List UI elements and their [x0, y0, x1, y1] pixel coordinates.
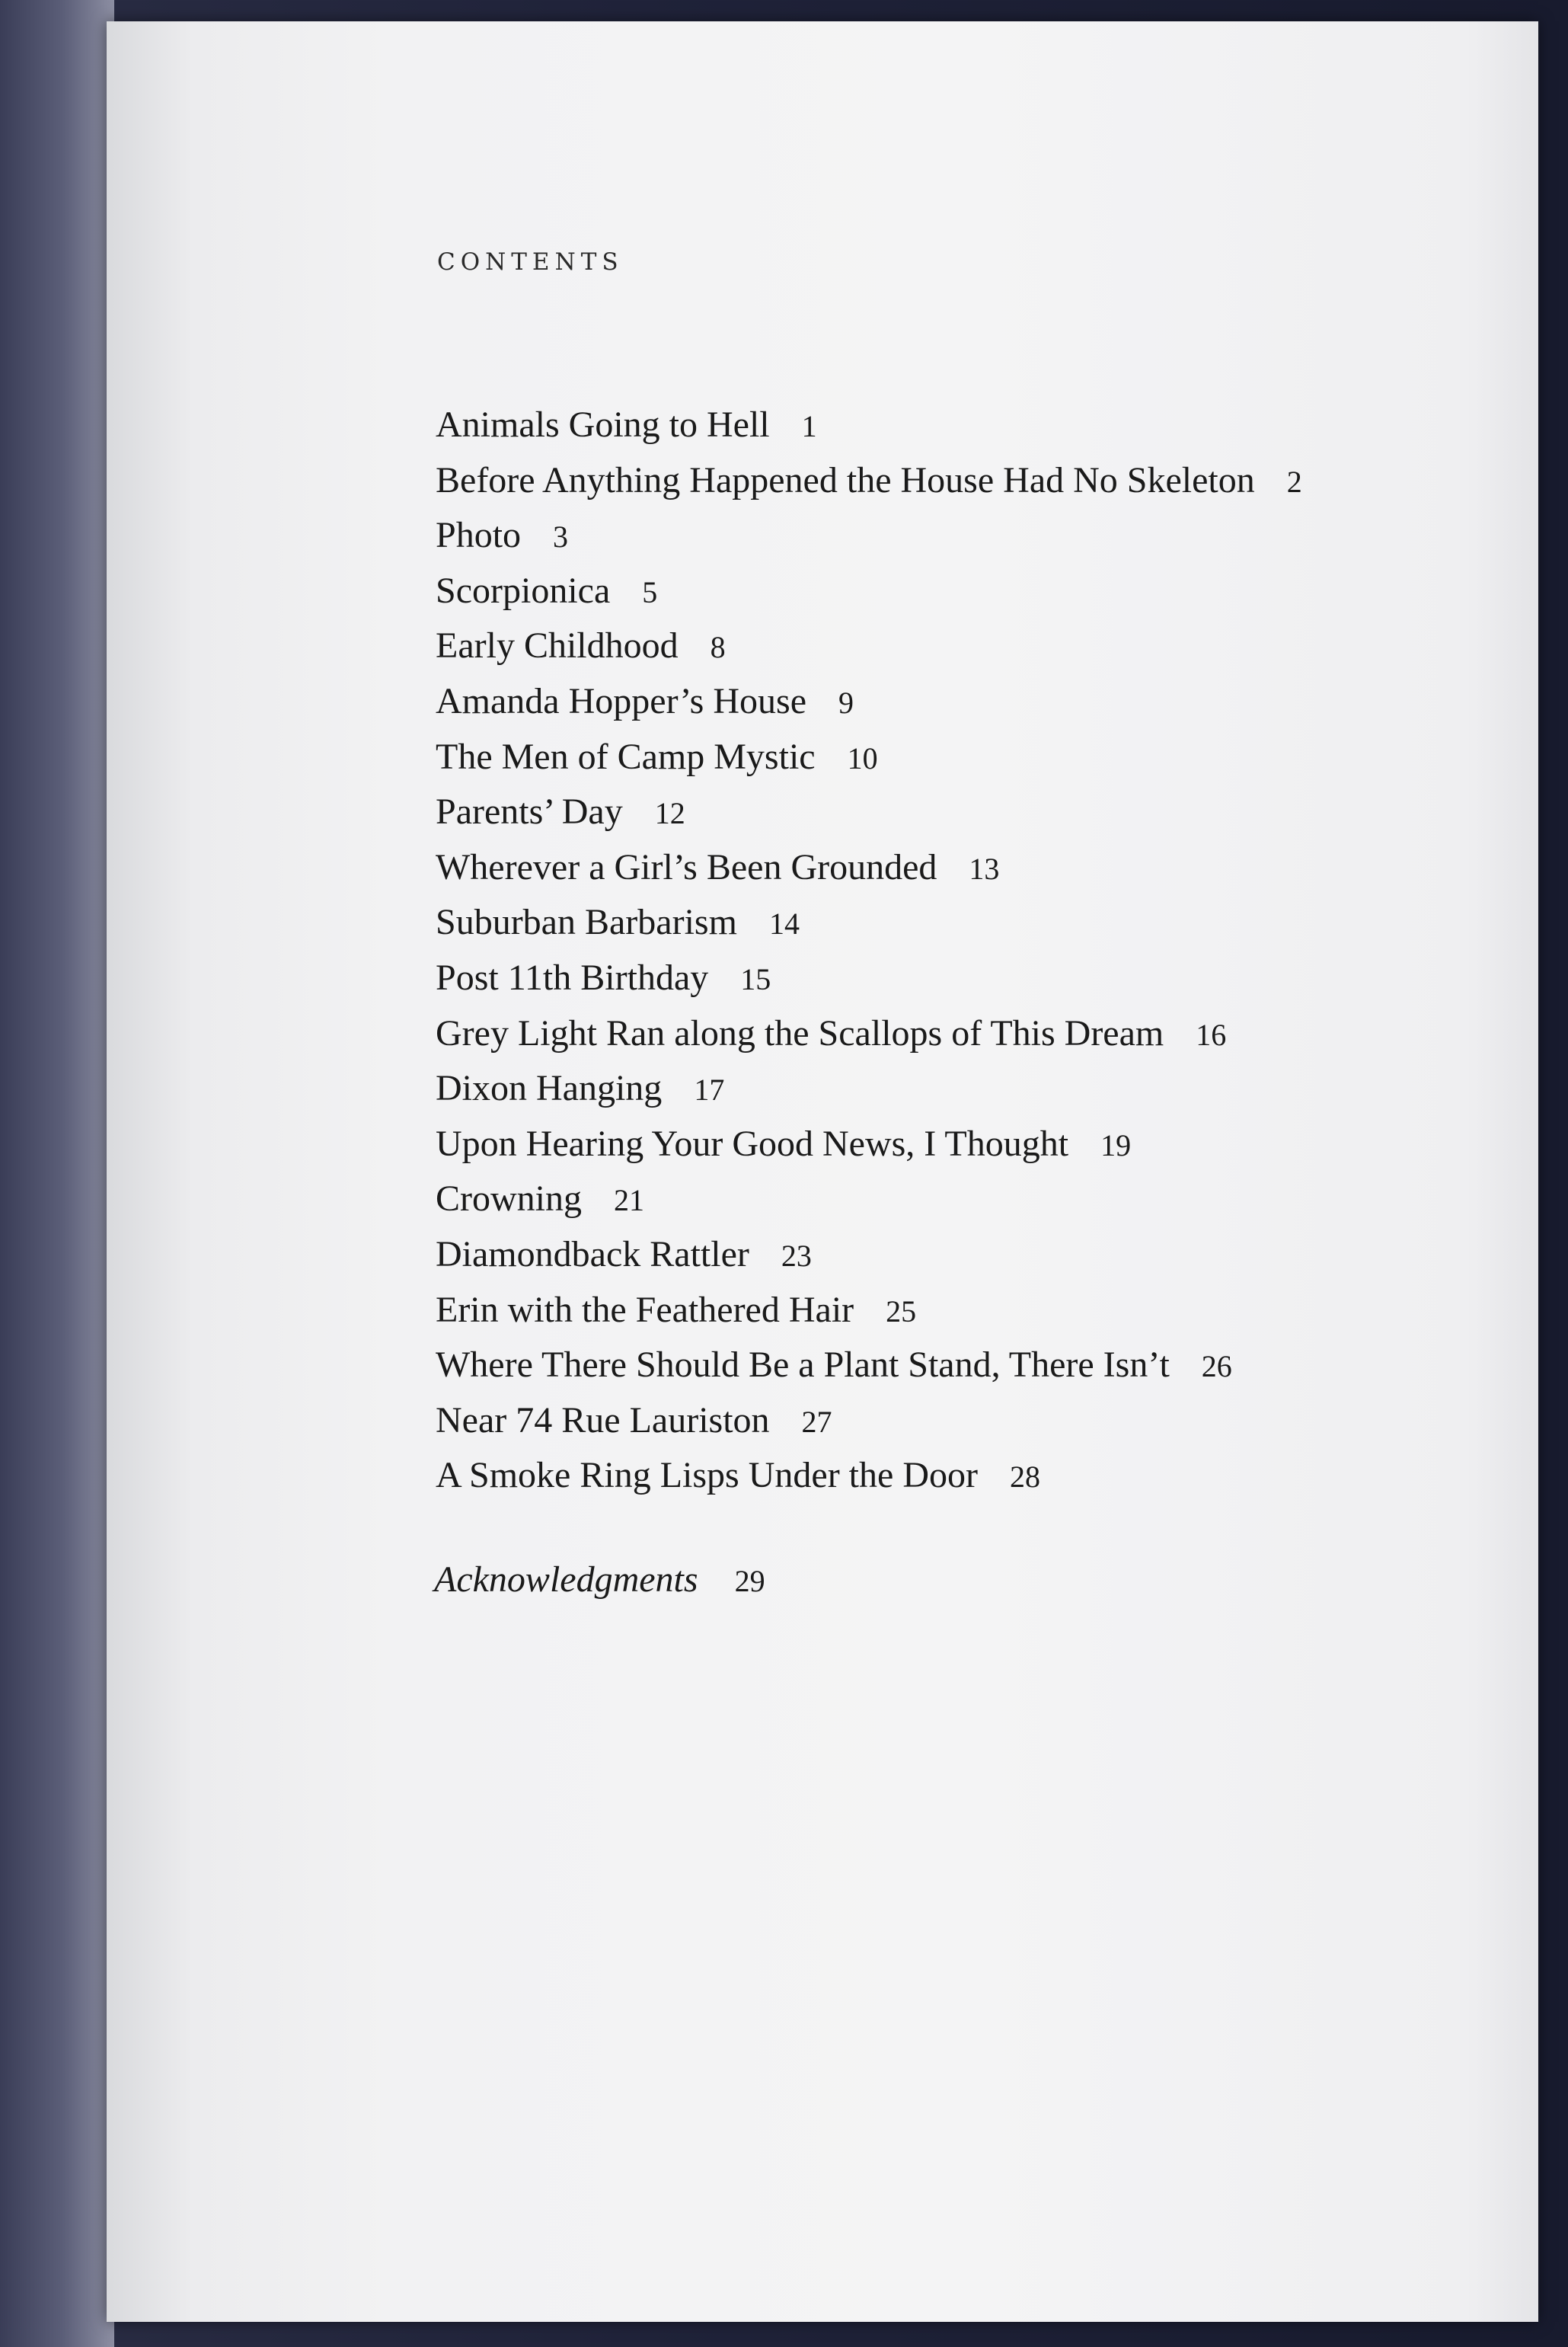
toc-entry [436, 1006, 1302, 1062]
toc-entry-page: 9 [838, 685, 854, 720]
toc-entry-page: 25 [886, 1293, 917, 1329]
toc-entry [436, 1227, 1302, 1283]
toc-entry-page: 8 [710, 630, 726, 665]
toc-entry-title: Crowning [436, 1178, 582, 1220]
toc-entry [436, 785, 1302, 840]
toc-entry-title: Near 74 Rue Lauriston [436, 1399, 770, 1440]
toc-entry-page: 16 [1196, 1017, 1227, 1052]
toc-entry-title: Amanda Hopper’s House [436, 680, 807, 721]
toc-entry [436, 674, 1302, 730]
toc-entry-page: 14 [768, 907, 800, 942]
toc-entry-page: 13 [969, 851, 1000, 886]
book-page [107, 21, 1538, 2322]
toc-entry-page: 26 [1201, 1349, 1232, 1384]
toc-entry-title: Wherever a Girl’s Been Grounded [436, 846, 937, 887]
toc-entry-page: 28 [1009, 1460, 1040, 1495]
toc-entry-title: Parents’ Day [436, 791, 623, 833]
toc-entry-page: 5 [642, 574, 658, 609]
toc-entry [436, 730, 1302, 785]
toc-entry-title: Post 11th Birthday [436, 957, 709, 998]
toc-entry-page: 12 [654, 796, 685, 831]
toc-entry [436, 951, 1302, 1006]
toc-entry [436, 508, 1302, 564]
toc-entry [436, 1393, 1302, 1449]
toc-entry [436, 1172, 1302, 1227]
toc-entry-page: 19 [1100, 1127, 1132, 1162]
contents-heading: CONTENTS [437, 248, 624, 276]
toc-entry-title: Dixon Hanging [436, 1068, 663, 1109]
toc-entry-page: 10 [847, 740, 878, 775]
toc-entry [436, 564, 1302, 619]
acknowledgments-entry [434, 1559, 765, 1600]
toc-entry-page: 15 [740, 961, 771, 996]
toc-entry-title: Suburban Barbarism [436, 902, 737, 943]
toc-entry [436, 1117, 1302, 1172]
toc-entry [436, 895, 1302, 951]
toc-entry [436, 1061, 1302, 1117]
toc-entry-page: 27 [801, 1404, 832, 1439]
toc-entry [436, 840, 1302, 896]
toc-entry-title: Erin with the Feathered Hair [436, 1289, 854, 1330]
toc-entry-title: Upon Hearing Your Good News, I Thought [436, 1123, 1069, 1164]
toc-entry-title: Photo [436, 515, 522, 556]
toc-entry-title: Animals Going to Hell [436, 404, 770, 445]
toc-entry-title: Grey Light Ran along the Scallops of This Dream [436, 1012, 1164, 1054]
toc-entry-title: A Smoke Ring Lisps Under the Door [436, 1455, 978, 1496]
toc-entry-page: 23 [781, 1238, 812, 1273]
toc-entry-page: 3 [553, 520, 569, 555]
toc-entry-title: Where There Should Be a Plant Stand, There Isn’t [436, 1345, 1170, 1386]
toc-entry-title: Before Anything Happened the House Had No Skeleton [436, 459, 1255, 500]
book-binding-edge [0, 0, 114, 2347]
toc-entry-page: 1 [801, 409, 817, 443]
toc-entry-page: 17 [694, 1073, 725, 1108]
toc-entry [436, 1448, 1302, 1504]
acknowledgments-page: 29 [734, 1564, 765, 1598]
toc-entry [436, 619, 1302, 674]
toc-entry-title: The Men of Camp Mystic [436, 736, 816, 777]
toc-entry-page: 2 [1286, 464, 1302, 499]
toc-entry [436, 398, 1302, 453]
toc-entry [436, 453, 1302, 509]
table-of-contents [436, 398, 1302, 1504]
toc-entry-title: Early Childhood [436, 625, 679, 667]
toc-entry [436, 1283, 1302, 1338]
toc-entry-page: 21 [614, 1183, 644, 1218]
acknowledgments-title: Acknowledgments [434, 1559, 698, 1600]
toc-entry-title: Scorpionica [436, 570, 611, 611]
toc-entry [436, 1338, 1302, 1393]
toc-entry-title: Diamondback Rattler [436, 1233, 749, 1274]
